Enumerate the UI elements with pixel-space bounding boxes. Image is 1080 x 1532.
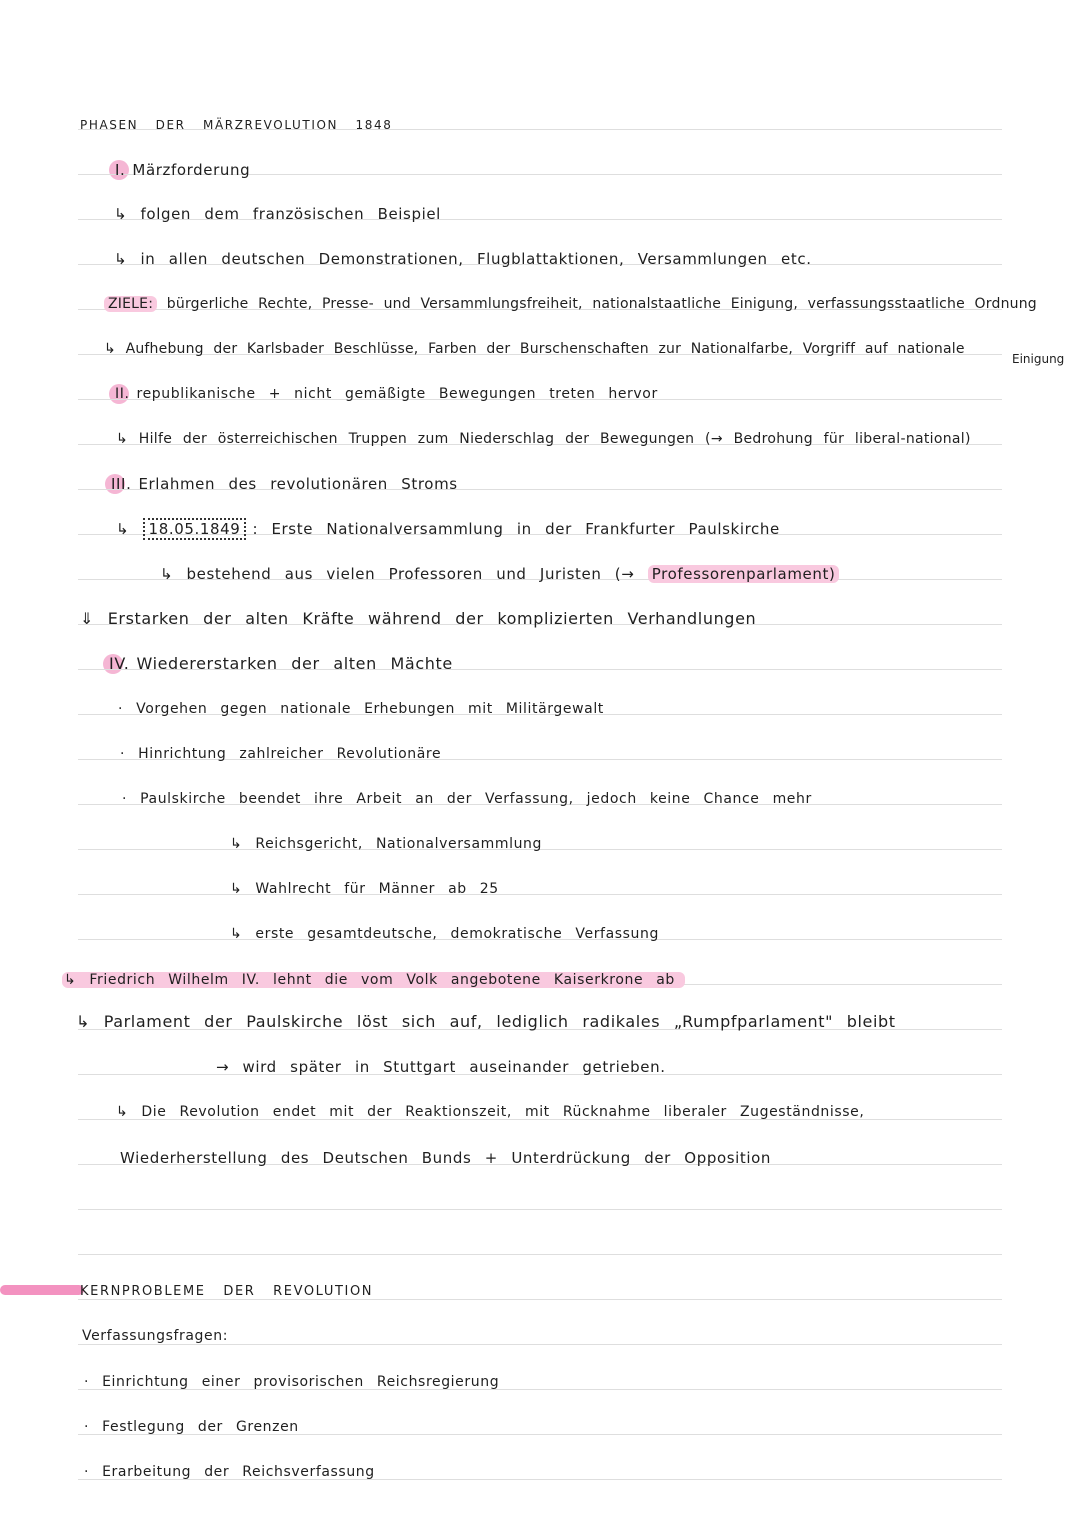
phase-1-heading [112,160,250,180]
ruled-line [78,1209,1002,1210]
roman-numeral-1: I. [112,160,128,180]
phase-4-text: Wiedererstarken der alten Mächte [136,654,453,673]
sub-item: ↳ Wahlrecht für Männer ab 25 [230,881,499,897]
professoren-line [160,564,839,584]
sub-item: ↳ Reichsgericht, Nationalversammlung [230,836,543,852]
highlight-professorenparlament: Professorenparlament) [648,565,840,583]
bullet-item: · Festlegung der Grenzen [84,1419,299,1435]
section-title: KERNPROBLEME DER REVOLUTION [80,1284,374,1299]
note-line: Wiederherstellung des Deutschen Bunds + Unterdrückung der Opposition [120,1149,772,1167]
note-line: ⇓ Erstarken der alten Kräfte während der komplizierten Verhandlungen [80,609,757,628]
ruled-line [78,1254,1002,1255]
phase-2-heading [112,384,658,404]
page-title: PHASEN DER MÄRZREVOLUTION 1848 [80,118,393,132]
note-line: ↳ in allen deutschen Demonstrationen, Flugblattaktionen, Versammlungen etc. [114,250,812,268]
highlighter-mark [0,1285,84,1295]
date-box: 18.05.1849 [143,518,247,540]
note-continuation: Einigung [1012,352,1065,366]
phase-3-heading [108,474,458,494]
sub-item: ↳ erste gesamtdeutsche, demokratische Verfassung [230,926,659,942]
goals-line [104,294,1037,314]
roman-numeral-4: IV. [106,654,133,674]
nationalversammlung-line [116,519,780,539]
roman-numeral-3: III. [108,474,134,494]
note-line: → wird später in Stuttgart auseinander getrieben. [216,1058,666,1076]
phase-3-text: Erlahmen des revolutionären Stroms [138,475,458,493]
note-line: ↳ Aufhebung der Karlsbader Beschlüsse, Farben der Burschenschaften zur Nationalfarbe, Vorgriff auf nationale [104,341,965,357]
bullet-item: · Vorgehen gegen nationale Erhebungen mit Militärgewalt [118,701,604,717]
subheading: Verfassungsfragen: [82,1328,229,1344]
note-line: ↳ folgen dem französischen Beispiel [114,205,441,223]
highlight-kaiserkrone: ↳ Friedrich Wilhelm IV. lehnt die vom Volk angebotene Kaiserkrone ab [62,972,685,988]
roman-numeral-2: II. [112,384,133,404]
arrow-icon: ↳ [116,520,130,538]
note-line: ↳ Die Revolution endet mit der Reaktionszeit, mit Rücknahme liberaler Zugeständnisse, [116,1104,865,1120]
bullet-item: · Hinrichtung zahlreicher Revolutionäre [120,746,442,762]
note-text: ↳ bestehend aus vielen Professoren und Juristen (→ [160,565,635,583]
note-line: ↳ Hilfe der österreichischen Truppen zum Niederschlag der Bewegungen (→ Bedrohung für liberal-national) [116,431,971,447]
bullet-item: · Paulskirche beendet ihre Arbeit an der Verfassung, jedoch keine Chance mehr [122,791,812,807]
note-line: ↳ Parlament der Paulskirche löst sich auf, lediglich radikales „Rumpfparlament" bleibt [76,1012,896,1031]
goals-label: ZIELE: [104,296,157,312]
goals-text: bürgerliche Rechte, Presse- und Versammlungsfreiheit, nationalstaatliche Einigung, verfassungsstaatliche Ordnung [166,296,1037,312]
phase-2-text: republikanische + nicht gemäßigte Bewegungen treten hervor [136,386,658,402]
bullet-item: · Erarbeitung der Reichsverfassung [84,1464,375,1480]
bullet-item: · Einrichtung einer provisorischen Reichsregierung [84,1374,500,1390]
note-text: : Erste Nationalversammlung in der Frankfurter Paulskirche [252,520,780,538]
highlighted-line [62,970,685,990]
phase-1-text: Märzforderung [132,161,251,179]
phase-4-heading [106,654,453,674]
ruled-line [78,894,1002,895]
